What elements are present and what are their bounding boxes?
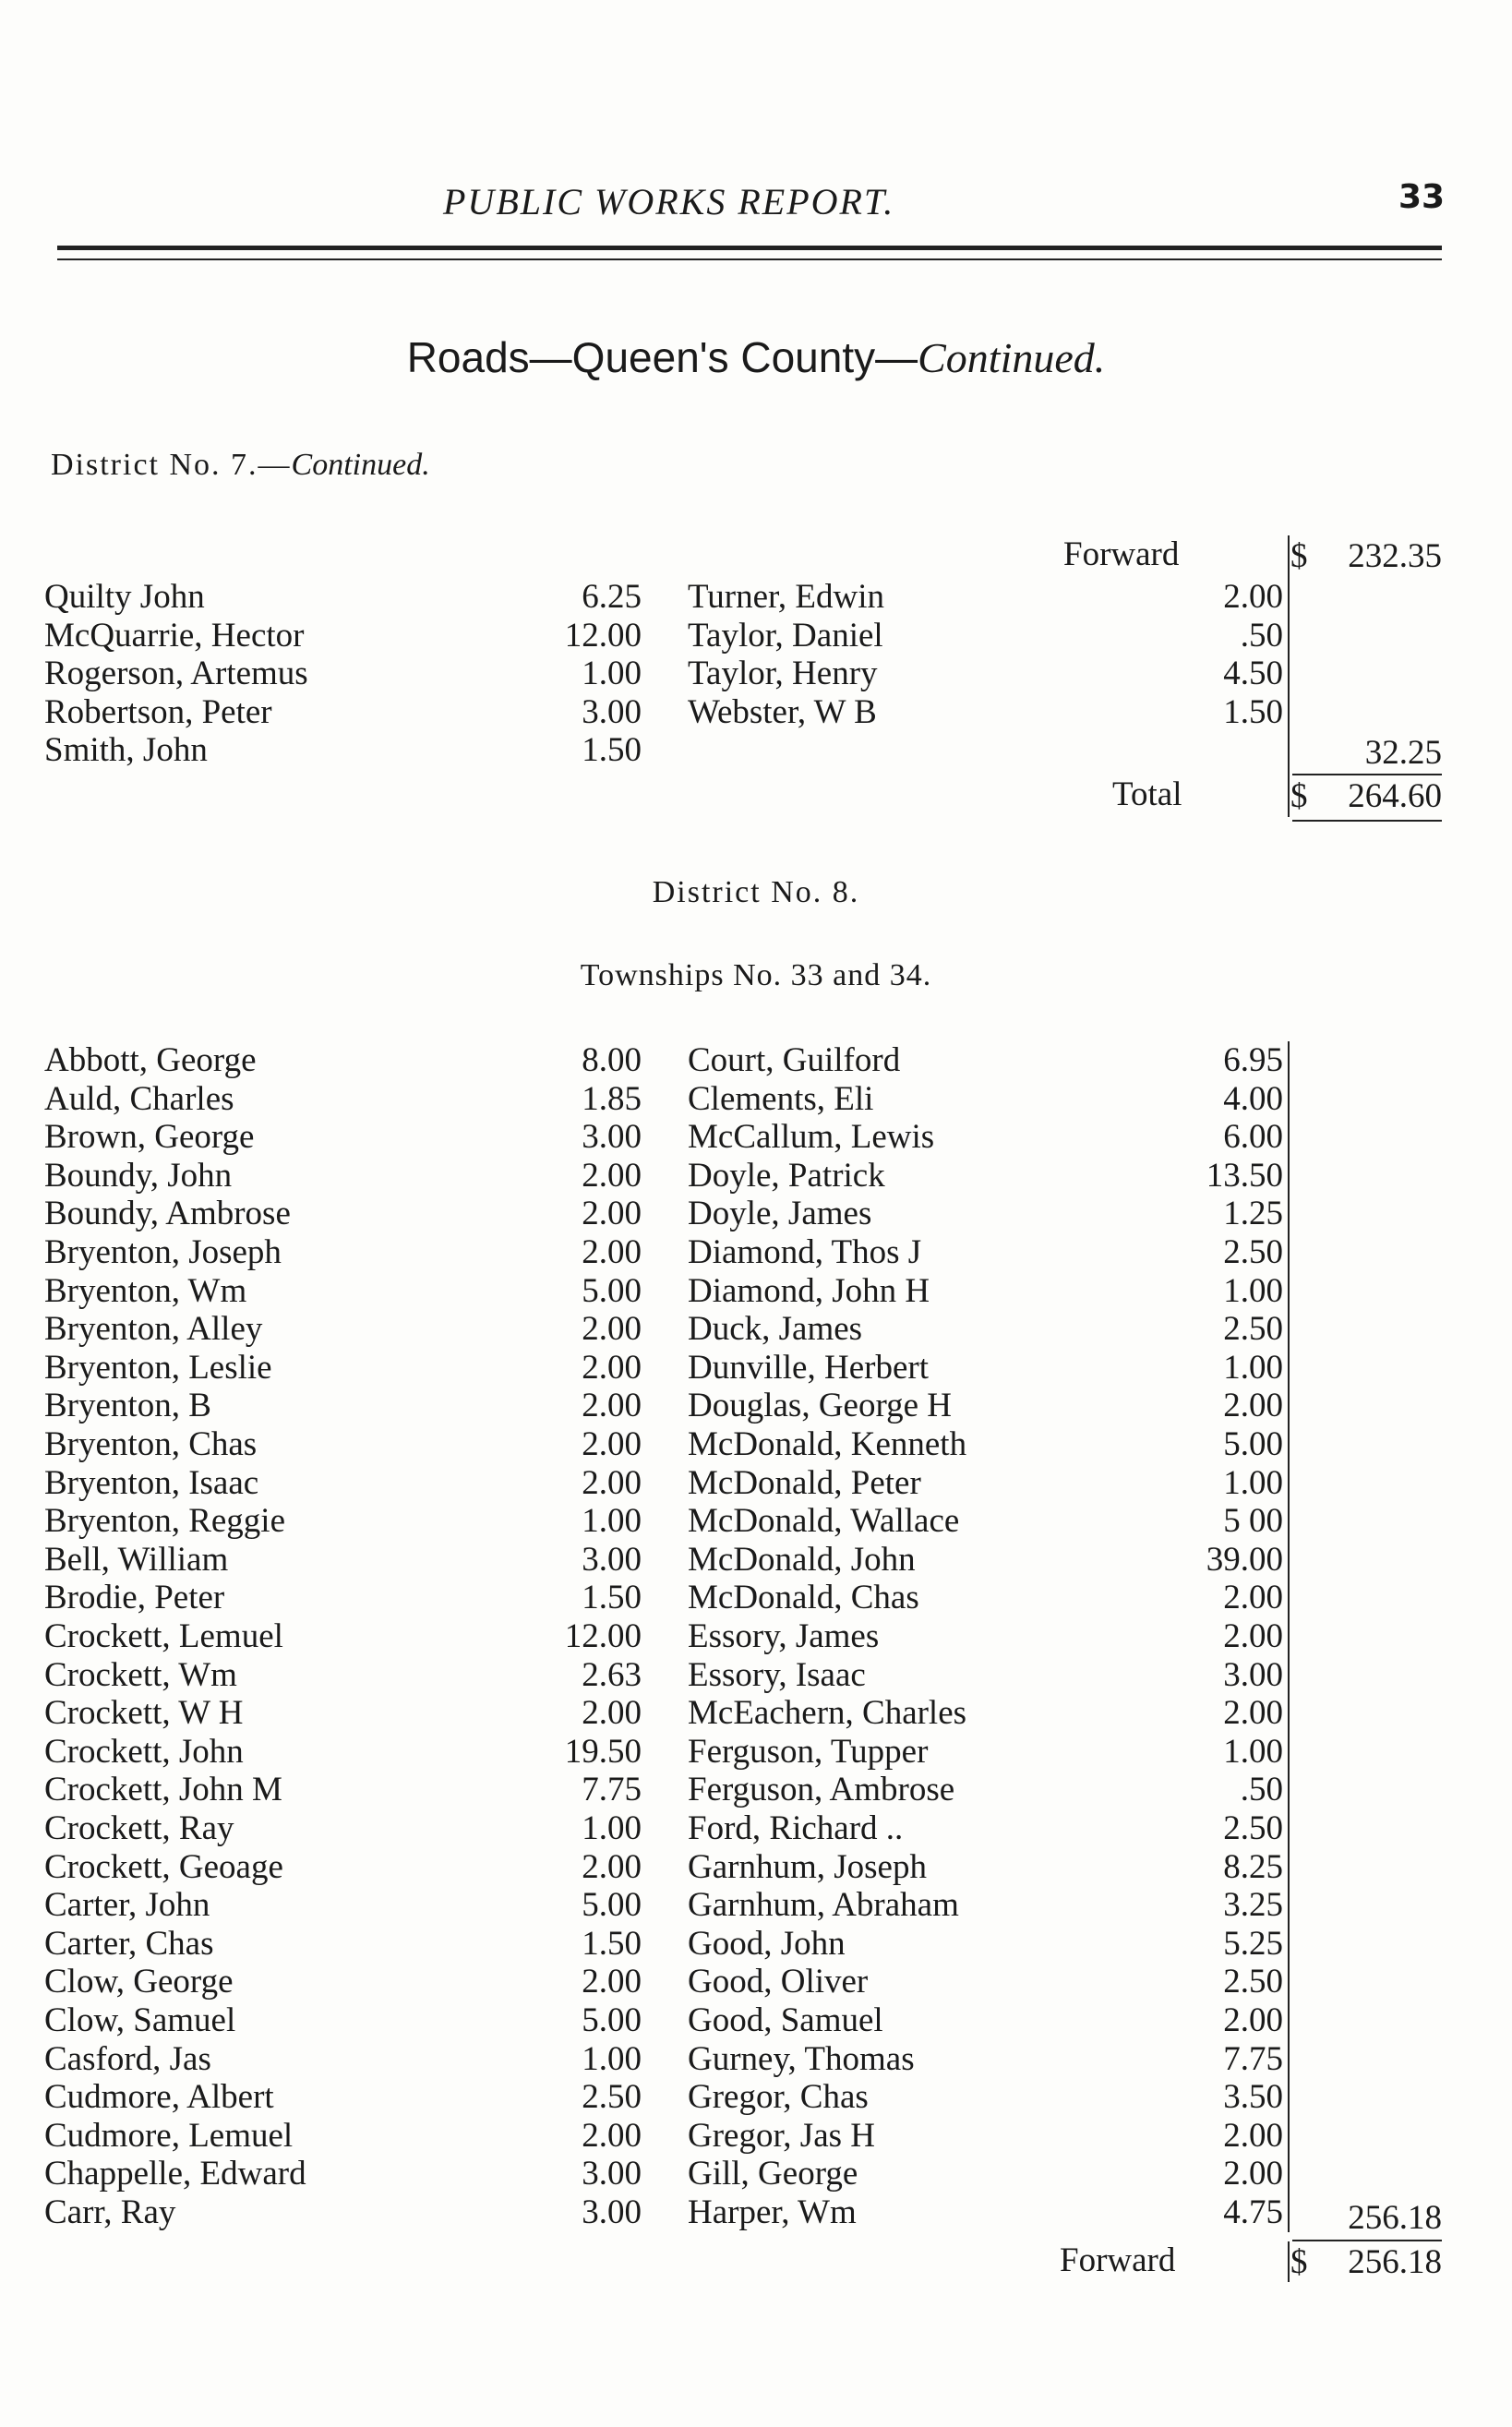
list-item-name: Bryenton, Joseph — [44, 1233, 282, 1271]
list-item-name: Carter, John — [44, 1886, 210, 1924]
list-item-amount: 8.00 — [582, 1041, 642, 1079]
list-item-name: Abbott, George — [44, 1041, 257, 1079]
list-item-amount: 5.00 — [582, 1272, 642, 1310]
list-item-amount: .50 — [1240, 617, 1283, 655]
list-item-amount: 2.00 — [1223, 1617, 1283, 1655]
list-item-name: Clements, Eli — [688, 1080, 874, 1118]
list-item-name: Crockett, John M — [44, 1771, 282, 1808]
list-item-amount: 13.50 — [1206, 1157, 1283, 1195]
list-item-name: Bell, William — [44, 1541, 229, 1579]
forward-amount: 256.18 — [1348, 2243, 1442, 2281]
list-item-amount: 2.50 — [1223, 1310, 1283, 1348]
list-item-name: Turner, Edwin — [688, 578, 884, 616]
district-8-heading: District No. 8. — [652, 875, 860, 909]
list-item-name: Ferguson, Ambrose — [688, 1771, 955, 1808]
list-item-amount: 2.00 — [1223, 1694, 1283, 1732]
forward-label: Forward — [1063, 535, 1180, 573]
dollar-sign: $ — [1290, 777, 1308, 815]
list-item-name: Essory, James — [688, 1617, 880, 1655]
list-item-name: Boundy, Ambrose — [44, 1195, 291, 1232]
list-item-amount: 5.00 — [582, 2001, 642, 2039]
list-item-amount: 1.25 — [1223, 1195, 1283, 1232]
list-item-name: Taylor, Henry — [688, 655, 878, 692]
list-item-name: Bryenton, Reggie — [44, 1502, 286, 1540]
list-item-name: Good, Samuel — [688, 2001, 883, 2039]
list-item-name: McDonald, Kenneth — [688, 1425, 967, 1463]
list-item-amount: 1.00 — [1223, 1464, 1283, 1502]
list-item-amount: 2.00 — [582, 1157, 642, 1195]
total-label: Total — [1112, 775, 1182, 813]
list-item-amount: 5.25 — [1223, 1925, 1283, 1963]
district-8-column-total: 256.18 — [1348, 2199, 1442, 2237]
list-item-name: McQuarrie, Hector — [44, 617, 305, 655]
list-item-name: Smith, John — [44, 731, 208, 769]
list-item-name: Brodie, Peter — [44, 1579, 225, 1616]
list-item-amount: 1.00 — [1223, 1733, 1283, 1771]
list-item-amount: 2.00 — [582, 1694, 642, 1732]
running-title: PUBLIC WORKS REPORT. — [443, 181, 895, 222]
section-title-continued: Continued. — [918, 334, 1106, 381]
dollar-sign: $ — [1290, 537, 1308, 575]
list-item-amount: 1.00 — [1223, 1349, 1283, 1387]
district-7-label: District No. 7.— — [51, 448, 292, 482]
list-item-name: Cudmore, Albert — [44, 2078, 274, 2116]
list-item-amount: 3.00 — [1223, 1656, 1283, 1694]
list-item-amount: 2.00 — [582, 1425, 642, 1463]
list-item-amount: 4.75 — [1223, 2193, 1283, 2231]
list-item-amount: 2.00 — [582, 1195, 642, 1232]
list-item-amount: 1.85 — [582, 1080, 642, 1118]
list-item-name: Crockett, Geoage — [44, 1848, 283, 1886]
list-item-amount: 2.50 — [1223, 1809, 1283, 1847]
list-item-amount: 2.00 — [582, 2117, 642, 2155]
section-title — [0, 332, 1512, 382]
list-item-name: McDonald, John — [688, 1541, 916, 1579]
list-item-name: Carr, Ray — [44, 2193, 176, 2231]
district-7-subtotal: 32.25 — [1364, 734, 1442, 772]
list-item-name: Douglas, George H — [688, 1387, 953, 1424]
list-item-name: Duck, James — [688, 1310, 863, 1348]
list-item-name: Bryenton, Alley — [44, 1310, 263, 1348]
list-item-name: McDonald, Wallace — [688, 1502, 960, 1540]
list-item-name: McCallum, Lewis — [688, 1118, 935, 1156]
list-item-name: Robertson, Peter — [44, 693, 272, 731]
list-item-amount: 3.00 — [582, 1118, 642, 1156]
list-item-amount: 7.75 — [1223, 2040, 1283, 2078]
list-item-amount: 7.75 — [582, 1771, 642, 1808]
list-item-amount: 5.00 — [1223, 1425, 1283, 1463]
list-item-amount: 2.00 — [1223, 1579, 1283, 1616]
list-item-amount: 3.50 — [1223, 2078, 1283, 2116]
list-item-amount: 2.00 — [582, 1233, 642, 1271]
list-item-name: Bryenton, Isaac — [44, 1464, 259, 1502]
list-item-name: McDonald, Chas — [688, 1579, 919, 1616]
list-item-name: Gurney, Thomas — [688, 2040, 915, 2078]
list-item-amount: 2.00 — [582, 1963, 642, 2000]
list-item-name: Court, Guilford — [688, 1041, 901, 1079]
list-item-amount: 1.50 — [582, 731, 642, 769]
list-item-name: Garnhum, Abraham — [688, 1886, 959, 1924]
forward-amount: 232.35 — [1348, 537, 1442, 575]
list-item-amount: 4.00 — [1223, 1080, 1283, 1118]
list-item-amount: 3.25 — [1223, 1886, 1283, 1924]
list-item-amount: 2.00 — [1223, 2001, 1283, 2039]
list-item-amount: 1.50 — [582, 1925, 642, 1963]
forward-label: Forward — [1060, 2241, 1176, 2279]
list-item-name: Rogerson, Artemus — [44, 655, 308, 692]
list-item-amount: 2.00 — [1223, 2117, 1283, 2155]
list-item-name: Bryenton, Leslie — [44, 1349, 272, 1387]
list-item-amount: .50 — [1240, 1771, 1283, 1808]
list-item-name: Crockett, John — [44, 1733, 244, 1771]
list-item-name: Diamond, Thos J — [688, 1233, 922, 1271]
district-7-total: 264.60 — [1348, 777, 1442, 815]
list-item-amount: 8.25 — [1223, 1848, 1283, 1886]
list-item-amount: 3.00 — [582, 1541, 642, 1579]
list-item-amount: 4.50 — [1223, 655, 1283, 692]
list-item-name: Crockett, Wm — [44, 1656, 237, 1694]
townships-subheading: Townships No. 33 and 34. — [580, 958, 932, 992]
list-item-amount: 2.50 — [1223, 1963, 1283, 2000]
list-item-amount: 6.00 — [1223, 1118, 1283, 1156]
list-item-amount: 6.25 — [582, 578, 642, 616]
district-7-heading — [51, 448, 430, 483]
list-item-name: Crockett, Lemuel — [44, 1617, 283, 1655]
list-item-name: Doyle, James — [688, 1195, 872, 1232]
list-item-name: McDonald, Peter — [688, 1464, 921, 1502]
forward-column-rule — [1288, 2241, 1290, 2282]
list-item-name: Ferguson, Tupper — [688, 1733, 929, 1771]
list-item-amount: 2.00 — [1223, 2155, 1283, 2193]
list-item-name: Doyle, Patrick — [688, 1157, 885, 1195]
total-rule — [1292, 820, 1442, 822]
list-item-amount: 2.00 — [582, 1349, 642, 1387]
district-7-continued: Continued. — [291, 448, 430, 482]
list-item-name: Good, John — [688, 1925, 846, 1963]
list-item-amount: 3.00 — [582, 693, 642, 731]
list-item-amount: 1.00 — [1223, 1272, 1283, 1310]
list-item-amount: 2.00 — [582, 1310, 642, 1348]
page-number: 33 — [1398, 178, 1446, 216]
list-item-amount: 2.00 — [1223, 578, 1283, 616]
list-item-name: Clow, Samuel — [44, 2001, 236, 2039]
list-item-amount: 12.00 — [564, 1617, 642, 1655]
list-item-name: Crockett, W H — [44, 1694, 244, 1732]
list-item-amount: 1.00 — [582, 2040, 642, 2078]
list-item-amount: 12.00 — [564, 617, 642, 655]
list-item-amount: 6.95 — [1223, 1041, 1283, 1079]
amount-column-rule — [1288, 1041, 1290, 2232]
list-item-name: Garnhum, Joseph — [688, 1848, 927, 1886]
section-title-main: Roads—Queen's County— — [406, 333, 918, 381]
list-item-amount: 3.00 — [582, 2155, 642, 2193]
list-item-amount: 2.00 — [582, 1848, 642, 1886]
list-item-amount: 1.00 — [582, 655, 642, 692]
list-item-amount: 2.50 — [582, 2078, 642, 2116]
list-item-name: Gill, George — [688, 2155, 858, 2193]
list-item-name: Quilty John — [44, 578, 205, 616]
list-item-amount: 1.00 — [582, 1809, 642, 1847]
list-item-amount: 1.50 — [1223, 693, 1283, 731]
list-item-amount: 3.00 — [582, 2193, 642, 2231]
total-column-rule — [1288, 535, 1290, 817]
list-item-name: Bryenton, Chas — [44, 1425, 258, 1463]
list-item-amount: 19.50 — [564, 1733, 642, 1771]
list-item-amount: 2.00 — [1223, 1387, 1283, 1424]
header-rule — [57, 246, 1442, 250]
list-item-amount: 39.00 — [1206, 1541, 1283, 1579]
list-item-name: Ford, Richard .. — [688, 1809, 904, 1847]
list-item-name: Casford, Jas — [44, 2040, 211, 2078]
subtotal-rule — [1292, 774, 1442, 775]
list-item-amount: 2.00 — [582, 1387, 642, 1424]
list-item-name: Taylor, Daniel — [688, 617, 883, 655]
list-item-amount: 2.63 — [582, 1656, 642, 1694]
list-item-name: Crockett, Ray — [44, 1809, 234, 1847]
list-item-name: Boundy, John — [44, 1157, 233, 1195]
list-item-name: Auld, Charles — [44, 1080, 234, 1118]
column-total-rule — [1292, 2240, 1442, 2241]
dollar-sign: $ — [1290, 2243, 1308, 2281]
list-item-amount: 5 00 — [1223, 1502, 1283, 1540]
list-item-amount: 2.50 — [1223, 1233, 1283, 1271]
list-item-name: Clow, George — [44, 1963, 234, 2000]
list-item-name: Gregor, Chas — [688, 2078, 869, 2116]
header-rule-thin — [57, 258, 1442, 260]
list-item-amount: 1.50 — [582, 1579, 642, 1616]
list-item-amount: 2.00 — [582, 1464, 642, 1502]
list-item-name: Dunville, Herbert — [688, 1349, 929, 1387]
list-item-name: Cudmore, Lemuel — [44, 2117, 294, 2155]
list-item-name: Chappelle, Edward — [44, 2155, 306, 2193]
list-item-name: Good, Oliver — [688, 1963, 869, 2000]
list-item-amount: 1.00 — [582, 1502, 642, 1540]
list-item-name: Bryenton, B — [44, 1387, 211, 1424]
list-item-amount: 5.00 — [582, 1886, 642, 1924]
list-item-name: Brown, George — [44, 1118, 255, 1156]
list-item-name: Webster, W B — [688, 693, 877, 731]
list-item-name: Carter, Chas — [44, 1925, 214, 1963]
list-item-name: Essory, Isaac — [688, 1656, 866, 1694]
list-item-name: Harper, Wm — [688, 2193, 857, 2231]
list-item-name: Bryenton, Wm — [44, 1272, 247, 1310]
list-item-name: McEachern, Charles — [688, 1694, 967, 1732]
list-item-name: Gregor, Jas H — [688, 2117, 875, 2155]
list-item-name: Diamond, John H — [688, 1272, 930, 1310]
